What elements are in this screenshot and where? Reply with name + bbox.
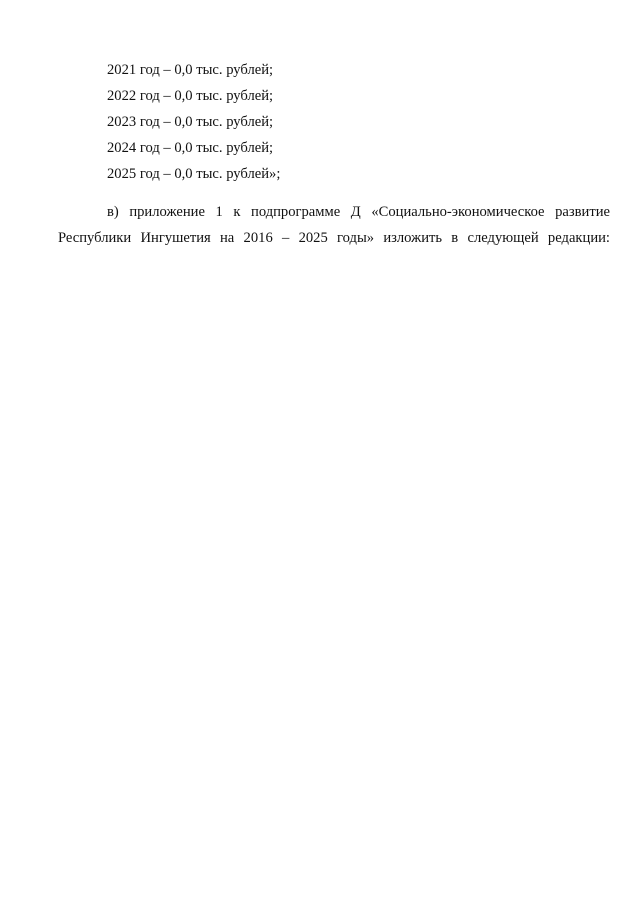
paragraph-line-2: Республики Ингушетия на 2016 – 2025 годы» изложить в следующей редакции:: [58, 230, 610, 246]
funding-line-2022: 2022 год – 0,0 тыс. рублей;: [107, 88, 274, 104]
paragraph-line-1: в) приложение 1 к подпрограмме Д «Социально-экономическое развитие: [107, 204, 610, 220]
funding-line-2023: 2023 год – 0,0 тыс. рублей;: [107, 114, 274, 130]
funding-line-2021: 2021 год – 0,0 тыс. рублей;: [107, 62, 274, 78]
funding-line-2024: 2024 год – 0,0 тыс. рублей;: [107, 140, 274, 156]
amendment-paragraph: [58, 199, 610, 251]
funding-line-2025: 2025 год – 0,0 тыс. рублей»;: [107, 166, 281, 182]
